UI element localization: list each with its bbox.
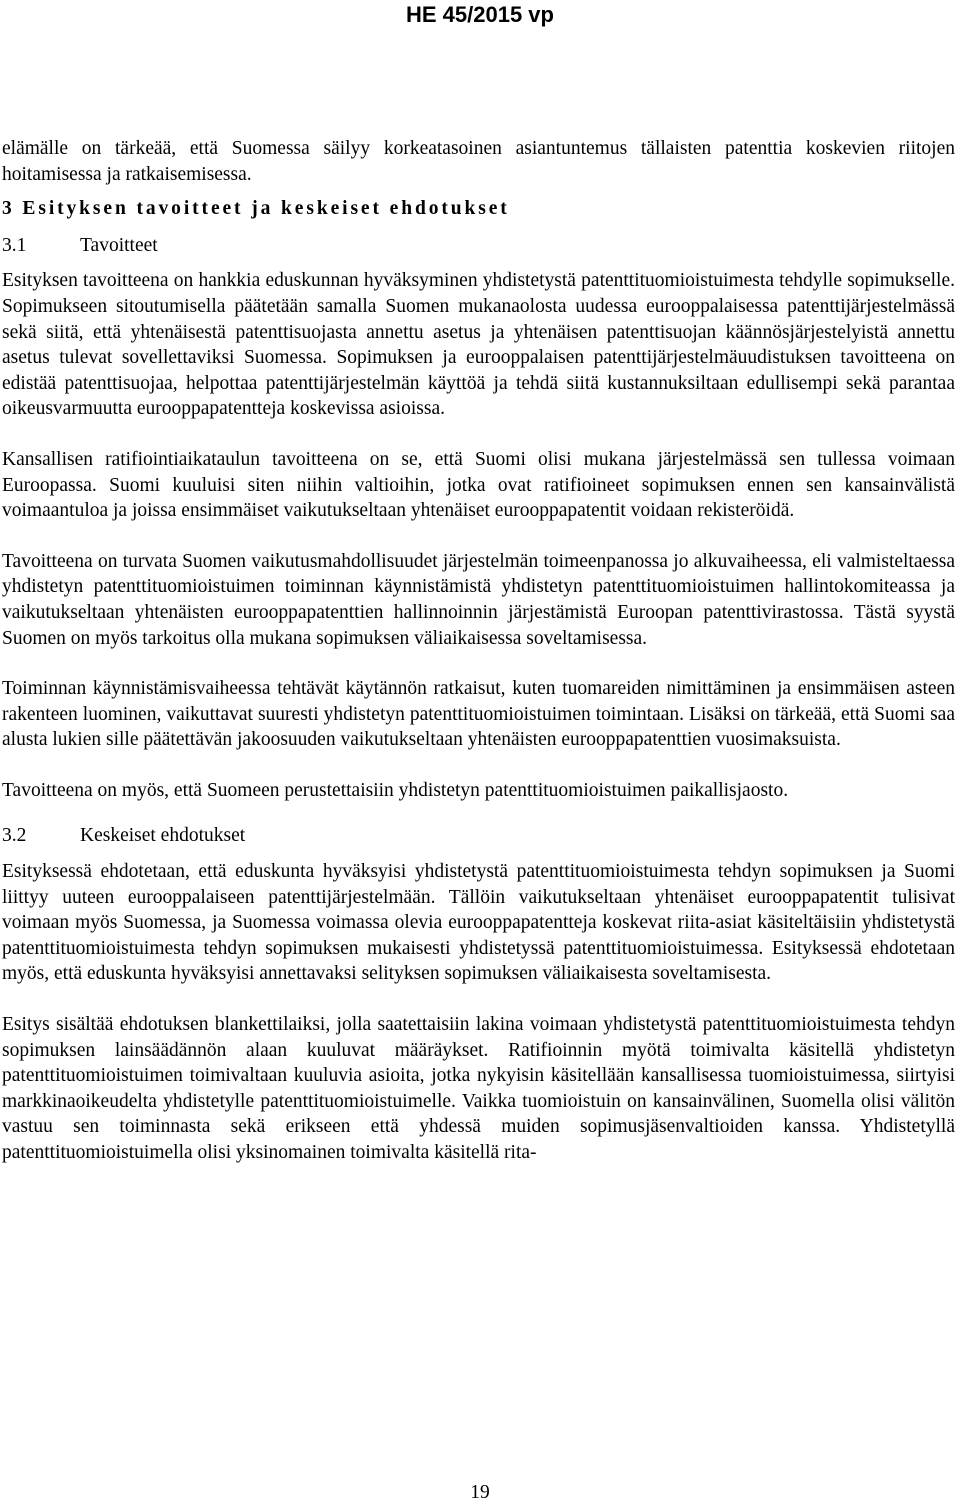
paragraph-objectives: Esityksen tavoitteena on hankkia eduskunnan hyväksyminen yhdistetystä patenttituomioistuimesta tehdylle sopimukselle. Sopimukseen sitoutumisella päätetään samalla Suomen mukanaolosta uudessa eurooppalaisessa patenttijärjestelmässä sekä siitä, että yhtenäisestä patenttisuojasta annettu asetus ja yhtenäisen patenttisuojan käännösjärjestelyistä annettu asetus tulevat sovellettaviksi Suomessa. Sopimuksen ja eurooppalaisen patenttijärjestelmäuudistuksen tavoitteena on edistää patenttisuojaa, helpottaa patenttijärjestelmän käyttöä ja tehdä siitä kustannuksiltaan edullisempi sekä parantaa oikeusvarmuutta eurooppapatentteja koskevissa asioissa. — [2, 270, 955, 420]
paragraph-ratification-schedule: Kansallisen ratifiointiaikataulun tavoitteena on se, että Suomi olisi mukana järjestelmässä sen tullessa voimaan Euroopassa. Suomi kuuluisi siten niihin valtioihin, jotka ovat ratifioineet sopimuksen ennen sen kansainvälistä voimaantuloa ja joissa ensimmäiset vaikutukseltaan yhtenäiset eurooppapatentit voidaan rekisteröidä. — [2, 448, 955, 522]
section-heading-3: 3 Esityksen tavoitteet ja keskeiset ehdotukset — [2, 198, 510, 220]
subsection-heading-3-1 — [2, 233, 955, 259]
document-id-header: HE 45/2015 vp — [406, 2, 554, 27]
subsection-number: 3.2 — [2, 825, 27, 847]
paragraph-local-division: Tavoitteena on myös, että Suomeen perustettaisiin yhdistetyn patenttituomioistuimen paikallisjaosto. — [2, 779, 789, 801]
subsection-number: 3.1 — [2, 234, 27, 256]
subsection-title: Keskeiset ehdotukset — [80, 825, 246, 847]
paragraph-influence: Tavoitteena on turvata Suomen vaikutusmahdollisuudet järjestelmän toimeenpanossa jo alkuvaiheessa, eli valmisteltaessa yhdistetyn patenttituomioistuimen toiminnan käynnistämistä yhdistetyn patenttituomioistuimen hallintokomiteassa ja vaikutukseltaan yhtenäisten eurooppapatenttien hallinnoinnin järjestämistä Euroopan patenttivirastossa. Tästä syystä Suomen on myös tarkoitus olla mukana sopimuksen väliaikaisessa soveltamisessa. — [2, 550, 955, 649]
page-number: 19 — [470, 1482, 490, 1503]
paragraph-blanket-act: Esitys sisältää ehdotuksen blankettilaiksi, jolla saatettaisiin lakina voimaan yhdistetystä patenttituomioistuimesta tehdyn sopimuksen lainsäädännön alaan kuuluvat määräykset. Ratifioinnin myötä toimivalta käsitellä yhdistetyn patenttituomioistuimen toimivaltaan kuuluvia asioita, jotka nykyisin käsitellään kansallisessa tuomioistuimessa, siirtyisi markkinaoikeudelta yhdistetylle patenttituomioistuimelle. Vaikka tuomioistuin on kansainvälinen, Suomella olisi välitön vastuu sen toiminnasta sekä erikseen että yhdessä muiden sopimusjäsenvaltioiden kanssa. Yhdistetyllä patenttituomioistuimella olisi yksinomainen toimivalta käsitellä rita- — [2, 1014, 955, 1163]
paragraph-proposal: Esityksessä ehdotetaan, että eduskunta hyväksyisi yhdistetystä patenttituomioistuimesta tehdyn sopimuksen ja Suomi liittyy uuteen eurooppalaiseen patenttijärjestelmään. Tällöin vaikutukseltaan yhtenäiset eurooppapatentit tulisivat voimaan myös Suomessa, ja Suomessa voimassa olevia eurooppapatentteja koskevat riita-asiat käsiteltäisiin yhdistetystä patenttituomioistuimesta tehdyn sopimuksen mukaisesti yhdistetyssä patenttituomioistuimessa. Esityksessä ehdotetaan myös, että eduskunta hyväksyisi annettavaksi selityksen sopimuksen väliaikaisesta soveltamisesta. — [2, 861, 955, 985]
page-body — [2, 136, 955, 1166]
subsection-heading-3-2 — [2, 823, 955, 849]
paragraph-continuation: elämälle on tärkeää, että Suomessa säilyy korkeatasoinen asiantuntemus tällaisten patenttia koskevien riitojen hoitamisessa ja ratkaisemisessa. — [2, 138, 955, 185]
paragraph-startup-phase: Toiminnan käynnistämisvaiheessa tehtävät käytännön ratkaisut, kuten tuomareiden nimittäminen ja ensimmäisen asteen rakenteen luominen, vaikuttavat suuresti yhdistetyn patenttituomioistuimen toimintaan. Lisäksi on tärkeää, että Suomi saa alusta lukien sille päätettävän jakoosuuden vaikutukseltaan yhtenäisten eurooppapatenttien vuosimaksuista. — [2, 678, 955, 751]
subsection-title: Tavoitteet — [80, 234, 158, 256]
